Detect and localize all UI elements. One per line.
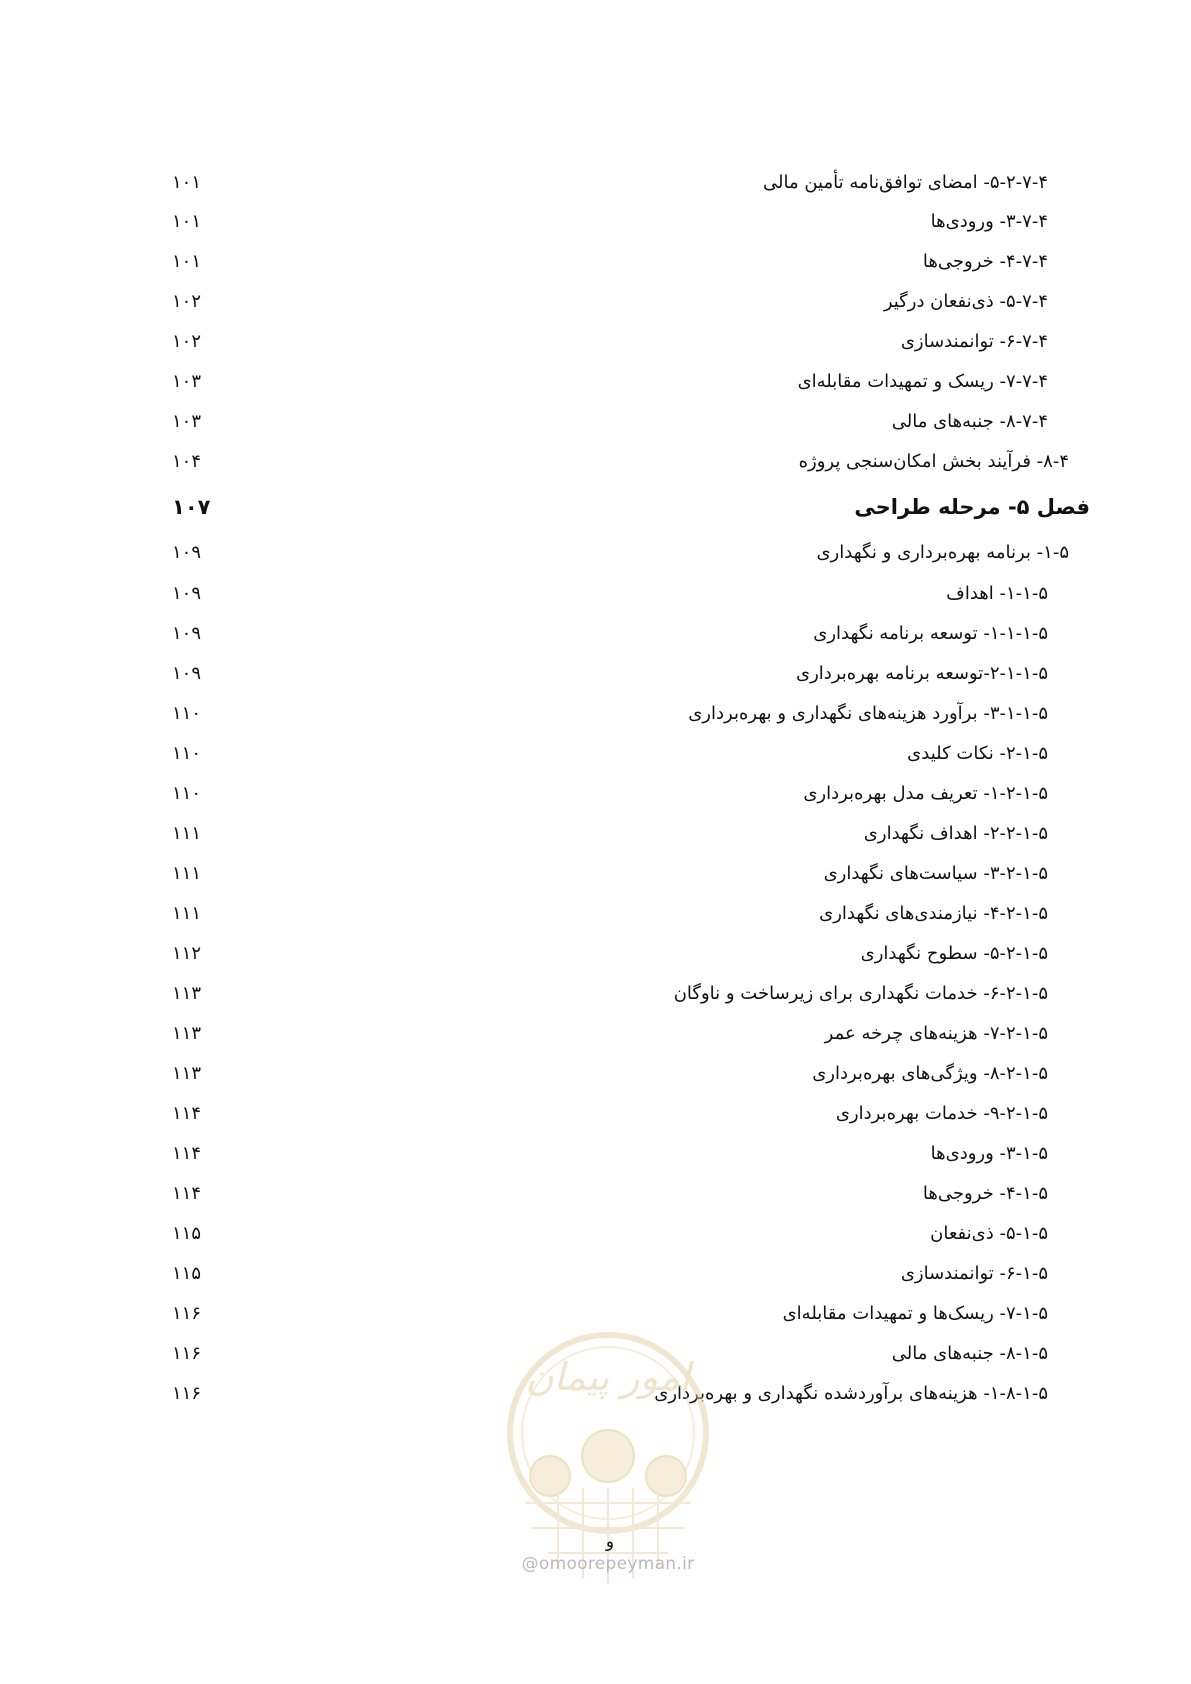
toc-entry-title: ۷-۲-۱-۵- هزینه‌های چرخه عمر	[824, 1023, 1048, 1044]
toc-entry-title: ۱-۲-۱-۵- تعریف مدل بهره‌برداری	[803, 783, 1048, 804]
toc-entry-page-number: ۱۱۴	[172, 1183, 202, 1204]
toc-entry-page-number: ۱۱۳	[172, 1063, 202, 1084]
toc-entry[interactable]	[0, 244, 1191, 280]
toc-entry-page-number: ۱۰۷	[172, 495, 211, 519]
toc-entry[interactable]	[0, 1016, 1191, 1052]
toc-entry-title: ۴-۷-۴- خروجی‌ها	[922, 251, 1048, 272]
page-number: و	[605, 1532, 615, 1552]
toc-entry-title: ۵-۷-۴- ذی‌نفعان درگیر	[883, 291, 1048, 312]
toc-entry[interactable]	[0, 324, 1191, 360]
toc-entry-title: ۷-۷-۴- ریسک و تمهیدات مقابله‌ای	[797, 371, 1048, 392]
toc-entry-page-number: ۱۰۹	[172, 623, 202, 644]
toc-entry[interactable]	[0, 776, 1191, 812]
toc-entry[interactable]	[0, 535, 1191, 571]
toc-entry-title: ۲-۲-۱-۵- اهداف نگهداری	[863, 823, 1048, 844]
toc-entry-title: ۳-۱-۵- ورودی‌ها	[930, 1143, 1048, 1164]
toc-entry-page-number: ۱۱۳	[172, 983, 202, 1004]
toc-entry-page-number: ۱۱۶	[172, 1383, 202, 1404]
toc-entry[interactable]	[0, 444, 1191, 480]
toc-entry-title: ۴-۲-۱-۵- نیازمندی‌های نگهداری	[819, 903, 1048, 924]
toc-entry-title: ۵-۲-۷-۴- امضای توافق‌نامه تأمین مالی	[763, 172, 1048, 193]
toc-entry[interactable]	[0, 896, 1191, 932]
toc-entry[interactable]	[0, 1136, 1191, 1172]
toc-entry-page-number: ۱۰۴	[172, 451, 202, 472]
toc-entry-title: ۱-۱-۵- اهداف	[946, 583, 1048, 604]
toc-entry[interactable]	[0, 576, 1191, 612]
toc-entry-page-number: ۱۰۳	[172, 411, 202, 432]
toc-entry[interactable]	[0, 736, 1191, 772]
toc-entry[interactable]	[0, 936, 1191, 972]
toc-entry-page-number: ۱۱۴	[172, 1143, 202, 1164]
toc-entry[interactable]	[0, 696, 1191, 732]
toc-entry-page-number: ۱۱۰	[172, 703, 202, 724]
toc-entry-title: ۶-۲-۱-۵- خدمات نگهداری برای زیرساخت و ناوگان	[673, 983, 1048, 1004]
toc-entry[interactable]	[0, 284, 1191, 320]
toc-entry-title: ۵-۱-۵- ذی‌نفعان	[930, 1223, 1048, 1244]
toc-entry-title: ۹-۲-۱-۵- خدمات بهره‌برداری	[835, 1103, 1048, 1124]
toc-chapter-entry[interactable]	[0, 489, 1191, 525]
toc-entry[interactable]	[0, 1176, 1191, 1212]
toc-entry-page-number: ۱۰۲	[172, 331, 202, 352]
svg-text:امور پیمان: امور پیمان	[525, 1355, 691, 1399]
toc-entry[interactable]	[0, 1256, 1191, 1292]
toc-entry-page-number: ۱۱۵	[172, 1263, 202, 1284]
toc-entry[interactable]	[0, 856, 1191, 892]
toc-entry[interactable]	[0, 404, 1191, 440]
toc-entry-title: ۳-۱-۱-۵- برآورد هزینه‌های نگهداری و بهره‌برداری	[688, 703, 1048, 724]
toc-entry[interactable]	[0, 1056, 1191, 1092]
toc-entry[interactable]	[0, 165, 1191, 201]
toc-entry-page-number: ۱۱۱	[172, 863, 202, 884]
toc-entry-page-number: ۱۱۱	[172, 823, 202, 844]
toc-entry-page-number: ۱۰۱	[172, 211, 202, 232]
toc-entry-title: ۶-۷-۴- توانمندسازی	[900, 331, 1048, 352]
toc-entry-title: ۲-۱-۵- نکات کلیدی	[907, 743, 1048, 764]
toc-entry-title: ۳-۷-۴- ورودی‌ها	[930, 211, 1048, 232]
toc-entry-title: ۸-۲-۱-۵- ویژگی‌های بهره‌برداری	[812, 1063, 1048, 1084]
toc-entry-title: ۸-۷-۴- جنبه‌های مالی	[891, 411, 1048, 432]
toc-entry[interactable]	[0, 1296, 1191, 1332]
toc-entry-title: فصل ۵- مرحله طراحی	[854, 495, 1090, 519]
toc-entry-page-number: ۱۰۱	[172, 172, 202, 193]
toc-entry-title: ۷-۱-۵- ریسک‌ها و تمهیدات مقابله‌ای	[782, 1303, 1048, 1324]
toc-entry-title: ۱-۸-۱-۵- هزینه‌های برآوردشده نگهداری و بهره‌برداری	[654, 1383, 1048, 1404]
toc-entry-page-number: ۱۰۱	[172, 251, 202, 272]
toc-entry-page-number: ۱۱۲	[172, 943, 202, 964]
toc-entry-title: ۸-۴- فرآیند بخش امکان‌سنجی پروژه	[798, 451, 1069, 472]
toc-entry-title: ۵-۲-۱-۵- سطوح نگهداری	[860, 943, 1048, 964]
toc-entry-title: ۱-۱-۱-۵- توسعه برنامه نگهداری	[813, 623, 1048, 644]
toc-entry-page-number: ۱۱۱	[172, 903, 202, 924]
toc-entry-page-number: ۱۱۰	[172, 743, 202, 764]
toc-entry-page-number: ۱۱۰	[172, 783, 202, 804]
toc-entry-page-number: ۱۱۴	[172, 1103, 202, 1124]
toc-entry-title: ۴-۱-۵- خروجی‌ها	[922, 1183, 1048, 1204]
toc-entry-title: ۲-۱-۱-۵-توسعه برنامه بهره‌برداری	[796, 663, 1048, 684]
toc-entry-title: ۸-۱-۵- جنبه‌های مالی	[891, 1343, 1048, 1364]
toc-entry[interactable]	[0, 1096, 1191, 1132]
toc-entry[interactable]	[0, 364, 1191, 400]
toc-entry-page-number: ۱۱۵	[172, 1223, 202, 1244]
toc-entry-title: ۳-۲-۱-۵- سیاست‌های نگهداری	[823, 863, 1048, 884]
toc-entry-page-number: ۱۰۹	[172, 583, 202, 604]
toc-entry-page-number: ۱۰۲	[172, 291, 202, 312]
toc-entry-title: ۶-۱-۵- توانمندسازی	[900, 1263, 1048, 1284]
toc-entry-page-number: ۱۱۶	[172, 1343, 202, 1364]
toc-entry-title: ۱-۵- برنامه بهره‌برداری و نگهداری	[816, 542, 1069, 563]
toc-entry-page-number: ۱۱۶	[172, 1303, 202, 1324]
toc-entry[interactable]	[0, 976, 1191, 1012]
toc-entry[interactable]	[0, 1216, 1191, 1252]
toc-entry-page-number: ۱۰۹	[172, 542, 202, 563]
watermark-url: @omoorepeyman.ir	[521, 1554, 695, 1574]
toc-entry[interactable]	[0, 204, 1191, 240]
toc-entry-page-number: ۱۰۹	[172, 663, 202, 684]
toc-entry[interactable]	[0, 616, 1191, 652]
toc-entry-page-number: ۱۰۳	[172, 371, 202, 392]
toc-entry[interactable]	[0, 656, 1191, 692]
toc-entry[interactable]	[0, 816, 1191, 852]
toc-entry-page-number: ۱۱۳	[172, 1023, 202, 1044]
